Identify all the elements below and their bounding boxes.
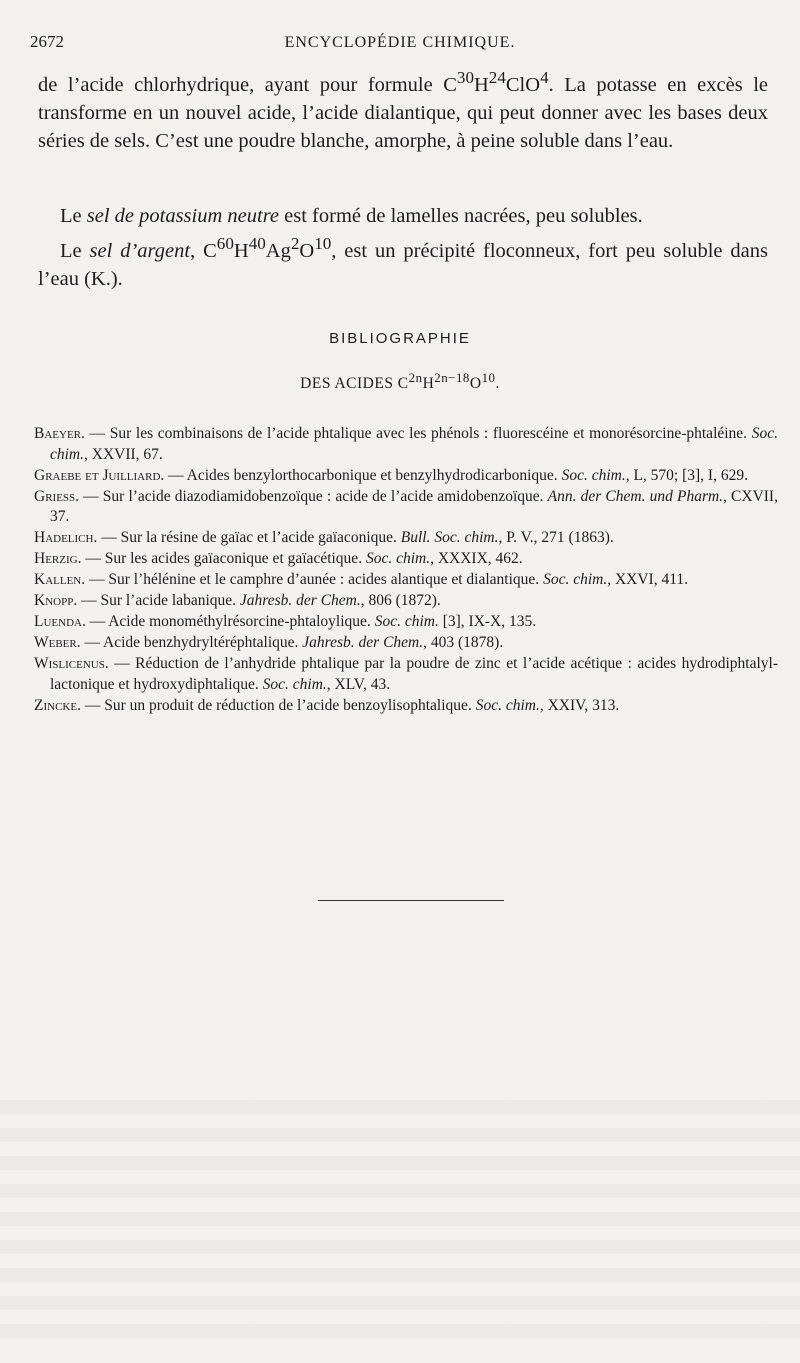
reference-entry [34, 487, 778, 528]
reference-journal: Bull. Soc. chim. [400, 529, 499, 546]
reference-text: — Sur l’acide diazodiamidobenzoïque : acide de l’acide amidobenzoïque. [79, 487, 548, 505]
reference-journal: Soc. chim. [50, 425, 778, 463]
page-number: 2672 [30, 32, 64, 51]
reference-entry [34, 570, 778, 591]
reference-author: Baeyer. [34, 425, 85, 442]
text: Ag [265, 239, 291, 262]
superscript: 2 [290, 234, 300, 253]
reference-entry [34, 696, 778, 717]
text: O [299, 239, 315, 262]
text: . La potasse en excès le transforme en un nouvel acide, l’acide dialantique, qui peut donner avec les bases deux séries de sels. C’est une poudre blanche, amorphe, à peine soluble dans l’eau. [38, 73, 768, 152]
superscript: 4 [540, 68, 549, 87]
reference-entry [34, 633, 778, 654]
text: H [422, 375, 435, 393]
reference-author: Kallen. [34, 571, 86, 588]
bibliography-subtitle [0, 370, 800, 393]
italic-term: sel de potassium neutre [86, 205, 280, 227]
reference-text: — Acides benzylorthocarbonique et benzylhydrodicarbonique. [164, 466, 562, 484]
text: , est un précipité floconneux, fort peu soluble dans l’eau (K.). [38, 239, 768, 290]
superscript: 2n−18 [434, 370, 470, 385]
italic-term: sel d’argent [89, 239, 191, 262]
running-head: ENCYCLOPÉDIE CHIMIQUE. [284, 34, 516, 51]
reference-journal: Soc. chim. [365, 550, 431, 567]
reference-citation: , 806 (1872). [360, 592, 441, 609]
reference-citation: , XXVII, 67. [84, 445, 163, 463]
reference-journal: Soc. chim. [374, 613, 439, 630]
reference-citation: , L, 570; [3], I, 629. [625, 466, 748, 484]
bleed-through-texture [0, 1100, 800, 1340]
bibliography-title: BIBLIOGRAPHIE [329, 330, 471, 347]
text: de l’acide chlorhydrique, ayant pour formule C [38, 73, 457, 96]
reference-citation: , XXXIX, 462. [430, 550, 523, 567]
text: Le [60, 239, 90, 262]
reference-journal: Jahresb. der Chem. [239, 592, 361, 609]
reference-text: — Réduction de l’anhydride phtalique par la poudre de zinc et l’acide acétique : acides hydrodiphtalyl-lactonique et hydroxydiphtalique. [50, 655, 778, 693]
reference-citation: , XXIV, 313. [539, 696, 620, 714]
reference-citation: , XXVI, 411. [607, 571, 688, 588]
reference-text: — Sur la résine de gaïac et l’acide gaïaconique. [97, 529, 401, 546]
reference-author: Luenda. [34, 613, 86, 630]
reference-entry [34, 654, 778, 695]
text: Le [60, 205, 87, 227]
text: DES ACIDES C [300, 375, 409, 393]
superscript: 30 [456, 68, 474, 87]
superscript: 40 [248, 234, 266, 253]
paragraph-dialantic-acid [38, 64, 768, 155]
reference-citation: , CXVII, 37. [50, 487, 778, 525]
superscript: 24 [488, 68, 506, 87]
text: , C [190, 239, 217, 262]
reference-entry [34, 528, 778, 549]
reference-text: — Acide monométhylrésorcine-phtaloylique. [85, 613, 375, 630]
superscript: 10 [481, 370, 496, 385]
text: est formé de lamelles nacrées, peu solubles. [279, 205, 643, 227]
paragraph-silver-salt [38, 230, 768, 293]
text: H [473, 73, 489, 96]
reference-entry [34, 424, 778, 465]
reference-text: — Sur l’hélénine et le camphre d’aunée : acides alantique et dialantique. [85, 571, 544, 588]
reference-author: Graebe et Juilliard. [34, 466, 165, 484]
reference-author: Knopp. [34, 592, 78, 609]
reference-journal: Jahresb. der Chem. [302, 634, 424, 651]
reference-text: — Acide benzhydryltéréphtalique. [80, 634, 303, 651]
text: ClO [505, 73, 541, 96]
reference-text: — Sur les acides gaïaconique et gaïacétique. [81, 550, 366, 567]
reference-journal: Soc. chim. [262, 675, 327, 693]
superscript: 2n [408, 370, 423, 385]
reference-entry [34, 466, 778, 487]
reference-citation: , 403 (1878). [423, 634, 504, 651]
reference-list [34, 424, 778, 717]
reference-author: Herzig. [34, 550, 82, 567]
reference-citation: [3], IX-X, 135. [438, 613, 537, 630]
reference-entry [34, 591, 778, 612]
reference-citation: , P. V., 271 (1863). [498, 529, 614, 546]
paragraph-potassium-salt [38, 202, 768, 230]
superscript: 10 [314, 234, 332, 253]
superscript: 60 [216, 234, 234, 253]
reference-text: — Sur les combinaisons de l’acide phtalique avec les phénols : fluorescéine et monorésorcine-phtaléine. [84, 425, 752, 442]
reference-journal: Ann. der Chem. und Pharm. [547, 487, 724, 505]
text: . [495, 375, 500, 393]
reference-author: Wislicenus. [34, 655, 109, 672]
section-divider [318, 900, 504, 901]
text: H [233, 239, 249, 262]
reference-author: Weber. [34, 634, 81, 651]
reference-author: Griess. [34, 487, 80, 505]
reference-entry [34, 549, 778, 570]
reference-author: Zincke. [34, 696, 81, 714]
reference-journal: Soc. chim. [543, 571, 608, 588]
reference-text: — Sur l’acide labanique. [77, 592, 240, 609]
reference-entry [34, 612, 778, 633]
reference-citation: , XLV, 43. [326, 675, 391, 693]
reference-text: — Sur un produit de réduction de l’acide benzoylisophtalique. [80, 696, 476, 714]
text: O [469, 375, 482, 393]
reference-journal: Soc. chim. [561, 466, 626, 484]
reference-author: Hadelich. [34, 529, 98, 546]
reference-journal: Soc. chim. [475, 696, 540, 714]
page-header [30, 32, 770, 56]
